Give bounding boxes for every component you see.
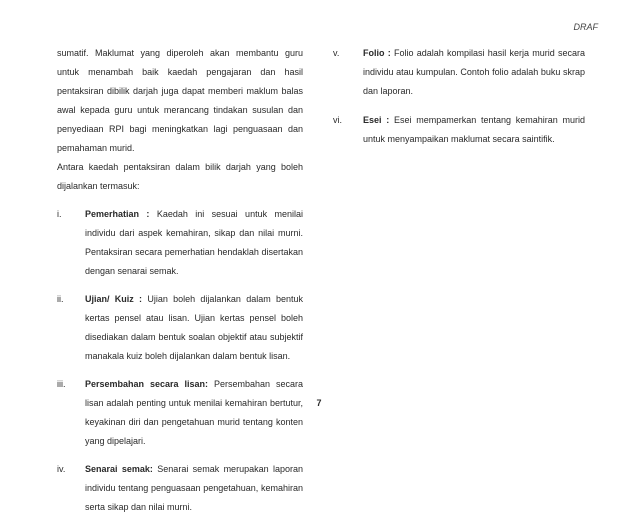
intro-paragraph-2: Antara kaedah pentaksiran dalam bilik darjah yang boleh dijalankan termasuk: <box>57 162 303 191</box>
item-term: Senarai semak: <box>85 464 153 474</box>
item-term: Folio : <box>363 48 391 58</box>
item-text: Folio adalah kompilasi hasil kerja murid secara individu atau kumpulan. Contoh folio adalah buku skrap dan laporan. <box>363 48 585 96</box>
item-text: Ujian boleh dijalankan dalam bentuk kertas pensel atau lisan. Ujian kertas pensel boleh disediakan dalam bentuk soalan objektif atau subjektif manakala kuiz boleh dijalankan dalam bentuk lisan. <box>85 294 303 361</box>
item-term: Ujian/ Kuiz : <box>85 294 143 304</box>
item-number: v. <box>333 48 340 58</box>
item-number: ii. <box>57 294 64 304</box>
intro-paragraph-1: sumatif. Maklumat yang diperoleh akan membantu guru untuk menambah baik kaedah pengajaran dan hasil pentaksiran dibilik darjah juga dapat memberi maklum balas awal kepada guru untuk merancang tindakan susulan dan penyediaan RPI bagi meningkatkan lagi penguasaan dan pemahaman murid. <box>57 48 303 153</box>
draft-label: DRAF <box>573 22 598 32</box>
list-item <box>57 205 303 281</box>
item-text: Senarai semak merupakan laporan individu tentang penguasaan pengetahuan, kemahiran serta sikap dan nilai murni. <box>85 464 303 512</box>
list-item <box>57 290 303 366</box>
item-text: Esei mempamerkan tentang kemahiran murid untuk menyampaikan maklumat secara saintifik. <box>363 115 585 144</box>
item-text: Kaedah ini sesuai untuk menilai individu dari aspek kemahiran, sikap dan nilai murni. Pentaksiran secara pemerhatian hendaklah disertakan dengan senarai semak. <box>85 209 303 276</box>
list-item <box>333 44 585 101</box>
item-number: iii. <box>57 379 66 389</box>
item-number: vi. <box>333 115 342 125</box>
list-item <box>333 111 585 149</box>
item-text: Persembahan secara lisan adalah penting untuk menilai kemahiran bertutur, keyakinan diri dan pengetahuan murid tentang konten yang dipelajari. <box>85 379 303 446</box>
left-column <box>57 44 303 517</box>
list-item <box>57 460 303 517</box>
item-number: iv. <box>57 464 66 474</box>
item-number: i. <box>57 209 62 219</box>
item-term: Persembahan secara lisan: <box>85 379 208 389</box>
right-column <box>333 44 585 149</box>
page-number: 7 <box>316 398 322 408</box>
item-term: Pemerhatian : <box>85 209 150 219</box>
intro-text <box>57 44 303 196</box>
list-item <box>57 375 303 451</box>
item-term: Esei : <box>363 115 390 125</box>
